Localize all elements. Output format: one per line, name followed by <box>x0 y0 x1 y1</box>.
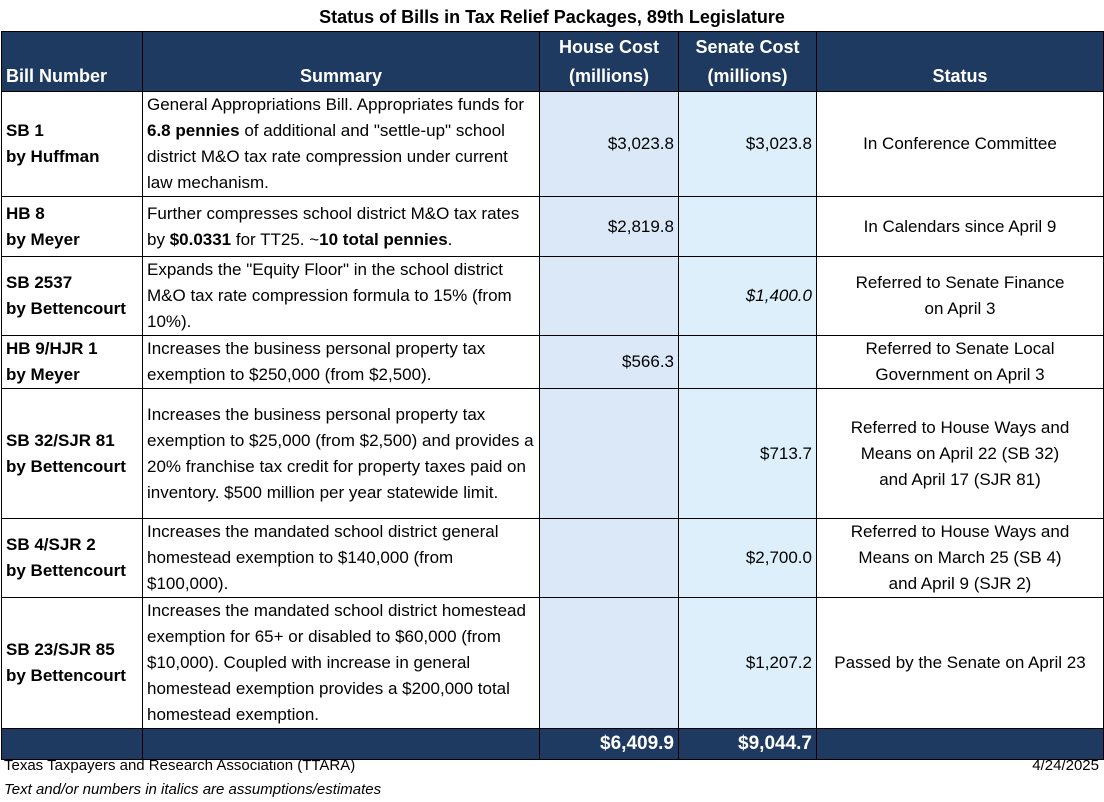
table-row <box>2 598 1104 729</box>
table-row <box>2 92 1104 197</box>
status-line: Referred to Senate Local <box>865 339 1055 358</box>
header-senate-cost <box>679 32 817 92</box>
senate-cost-cell <box>679 197 817 257</box>
senate-cost-cell: $1,207.2 <box>679 598 817 729</box>
summary-cell: Increases the mandated school district homestead exemption for 65+ or disabled to $60,000 (from $10,000). Coupled with increase in general homestead exemption provides a $200,000 total homestead exemption. <box>143 598 540 729</box>
house-cost-cell: $3,023.8 <box>540 92 679 197</box>
header-summary: Summary <box>143 32 540 92</box>
bill-cell <box>2 389 143 519</box>
senate-cost-cell: $2,700.0 <box>679 519 817 598</box>
status-line: Referred to House Ways and <box>850 417 1070 437</box>
senate-cost-cell: $713.7 <box>679 389 817 519</box>
summary-cell <box>143 92 540 197</box>
header-senate-cost-line2: (millions) <box>707 66 788 86</box>
header-row <box>2 32 1104 92</box>
bills-table <box>1 31 1104 760</box>
summary-cell <box>143 197 540 257</box>
footer-italics-note: Text and/or numbers in italics are assumptions/estimates <box>4 781 382 798</box>
summary-text: of additional and "settle-up" school district M&O tax rate compression under current law mechanism. <box>147 121 508 192</box>
status-line: Referred to House Ways and <box>850 522 1070 541</box>
house-cost-cell <box>540 598 679 729</box>
status-line: on April 3 <box>924 299 996 318</box>
table-row <box>2 197 1104 257</box>
bill-number: HB 8 <box>6 203 45 223</box>
bill-cell <box>2 257 143 336</box>
header-house-cost-line2: (millions) <box>569 66 649 86</box>
header-senate-cost-line1: Senate Cost <box>695 37 800 57</box>
senate-cost-cell <box>679 336 817 389</box>
bill-sponsor: by Bettencourt <box>6 666 126 685</box>
footer-organization: Texas Taxpayers and Research Association (TTARA) <box>4 757 356 774</box>
status-line: Means on March 25 (SB 4) <box>858 548 1062 567</box>
summary-bold: 6.8 pennies <box>147 121 240 140</box>
bill-cell <box>2 598 143 729</box>
status-line: and April 9 (SJR 2) <box>888 574 1032 593</box>
summary-text: for TT25. ~ <box>231 229 320 249</box>
bill-sponsor: by Huffman <box>6 147 100 166</box>
status-line: Referred to Senate Finance <box>855 273 1065 292</box>
page-title: Status of Bills in Tax Relief Packages, 89th Legislature <box>319 7 785 27</box>
table-row <box>2 389 1104 519</box>
bill-sponsor: by Meyer <box>6 365 80 384</box>
status-cell: In Conference Committee <box>817 92 1104 197</box>
bill-cell <box>2 197 143 257</box>
header-status: Status <box>817 32 1104 92</box>
bill-number: SB 1 <box>6 121 44 140</box>
footer-date: 4/24/2025 <box>1032 757 1099 774</box>
bill-number: HB 9/HJR 1 <box>6 339 98 358</box>
bill-number: SB 2537 <box>6 273 73 292</box>
summary-text: . <box>447 229 453 249</box>
senate-total: $9,044.7 <box>679 729 817 760</box>
header-house-cost-line1: House Cost <box>558 37 659 57</box>
table-row <box>2 519 1104 598</box>
bill-sponsor: by Meyer <box>6 229 80 249</box>
summary-cell: Increases the business personal property tax exemption to $25,000 (from $2,500) and provides a 20% franchise tax credit for property taxes paid on inventory. $500 million per year statewide limit. <box>143 389 540 519</box>
header-house-cost <box>540 32 679 92</box>
house-cost-cell: $566.3 <box>540 336 679 389</box>
status-cell <box>817 519 1104 598</box>
bill-sponsor: by Bettencourt <box>6 456 126 476</box>
house-total: $6,409.9 <box>540 729 679 760</box>
status-cell <box>817 336 1104 389</box>
summary-cell: Increases the business personal property tax exemption to $250,000 (from $2,500). <box>143 336 540 389</box>
bill-cell <box>2 92 143 197</box>
status-line: Government on April 3 <box>875 365 1045 384</box>
status-cell: Passed by the Senate on April 23 <box>817 598 1104 729</box>
summary-text: Further compresses school district M&O tax rates by <box>147 203 520 249</box>
bill-number: SB 32/SJR 81 <box>6 430 115 450</box>
bill-sponsor: by Bettencourt <box>6 561 126 580</box>
summary-text: General Appropriations Bill. Appropriates funds for <box>147 95 525 114</box>
table-row <box>2 257 1104 336</box>
bill-number: SB 23/SJR 85 <box>6 640 115 659</box>
senate-cost-estimate: $1,400.0 <box>745 286 812 305</box>
house-cost-cell <box>540 257 679 336</box>
bill-sponsor: by Bettencourt <box>6 299 126 318</box>
table-row <box>2 336 1104 389</box>
senate-cost-cell: $3,023.8 <box>679 92 817 197</box>
bill-cell <box>2 519 143 598</box>
summary-bold: $0.0331 <box>169 229 232 249</box>
status-cell <box>817 389 1104 519</box>
status-cell: In Calendars since April 9 <box>817 197 1104 257</box>
summary-bold: 10 total pennies <box>319 229 448 249</box>
totals-blank <box>817 729 1104 760</box>
header-bill-number: Bill Number <box>2 32 143 92</box>
bill-cell <box>2 336 143 389</box>
summary-cell: Expands the "Equity Floor" in the school district M&O tax rate compression formula to 15% (from 10%). <box>143 257 540 336</box>
summary-cell: Increases the mandated school district general homestead exemption to $140,000 (from $100,000). <box>143 519 540 598</box>
house-cost-cell <box>540 519 679 598</box>
status-line: and April 17 (SJR 81) <box>879 469 1041 489</box>
senate-cost-cell <box>679 257 817 336</box>
totals-row <box>2 729 1104 760</box>
status-cell <box>817 257 1104 336</box>
house-cost-cell: $2,819.8 <box>540 197 679 257</box>
totals-blank <box>2 729 143 760</box>
house-cost-cell <box>540 389 679 519</box>
status-line: Means on April 22 (SB 32) <box>860 443 1060 463</box>
bill-number: SB 4/SJR 2 <box>6 535 96 554</box>
totals-blank <box>143 729 540 760</box>
